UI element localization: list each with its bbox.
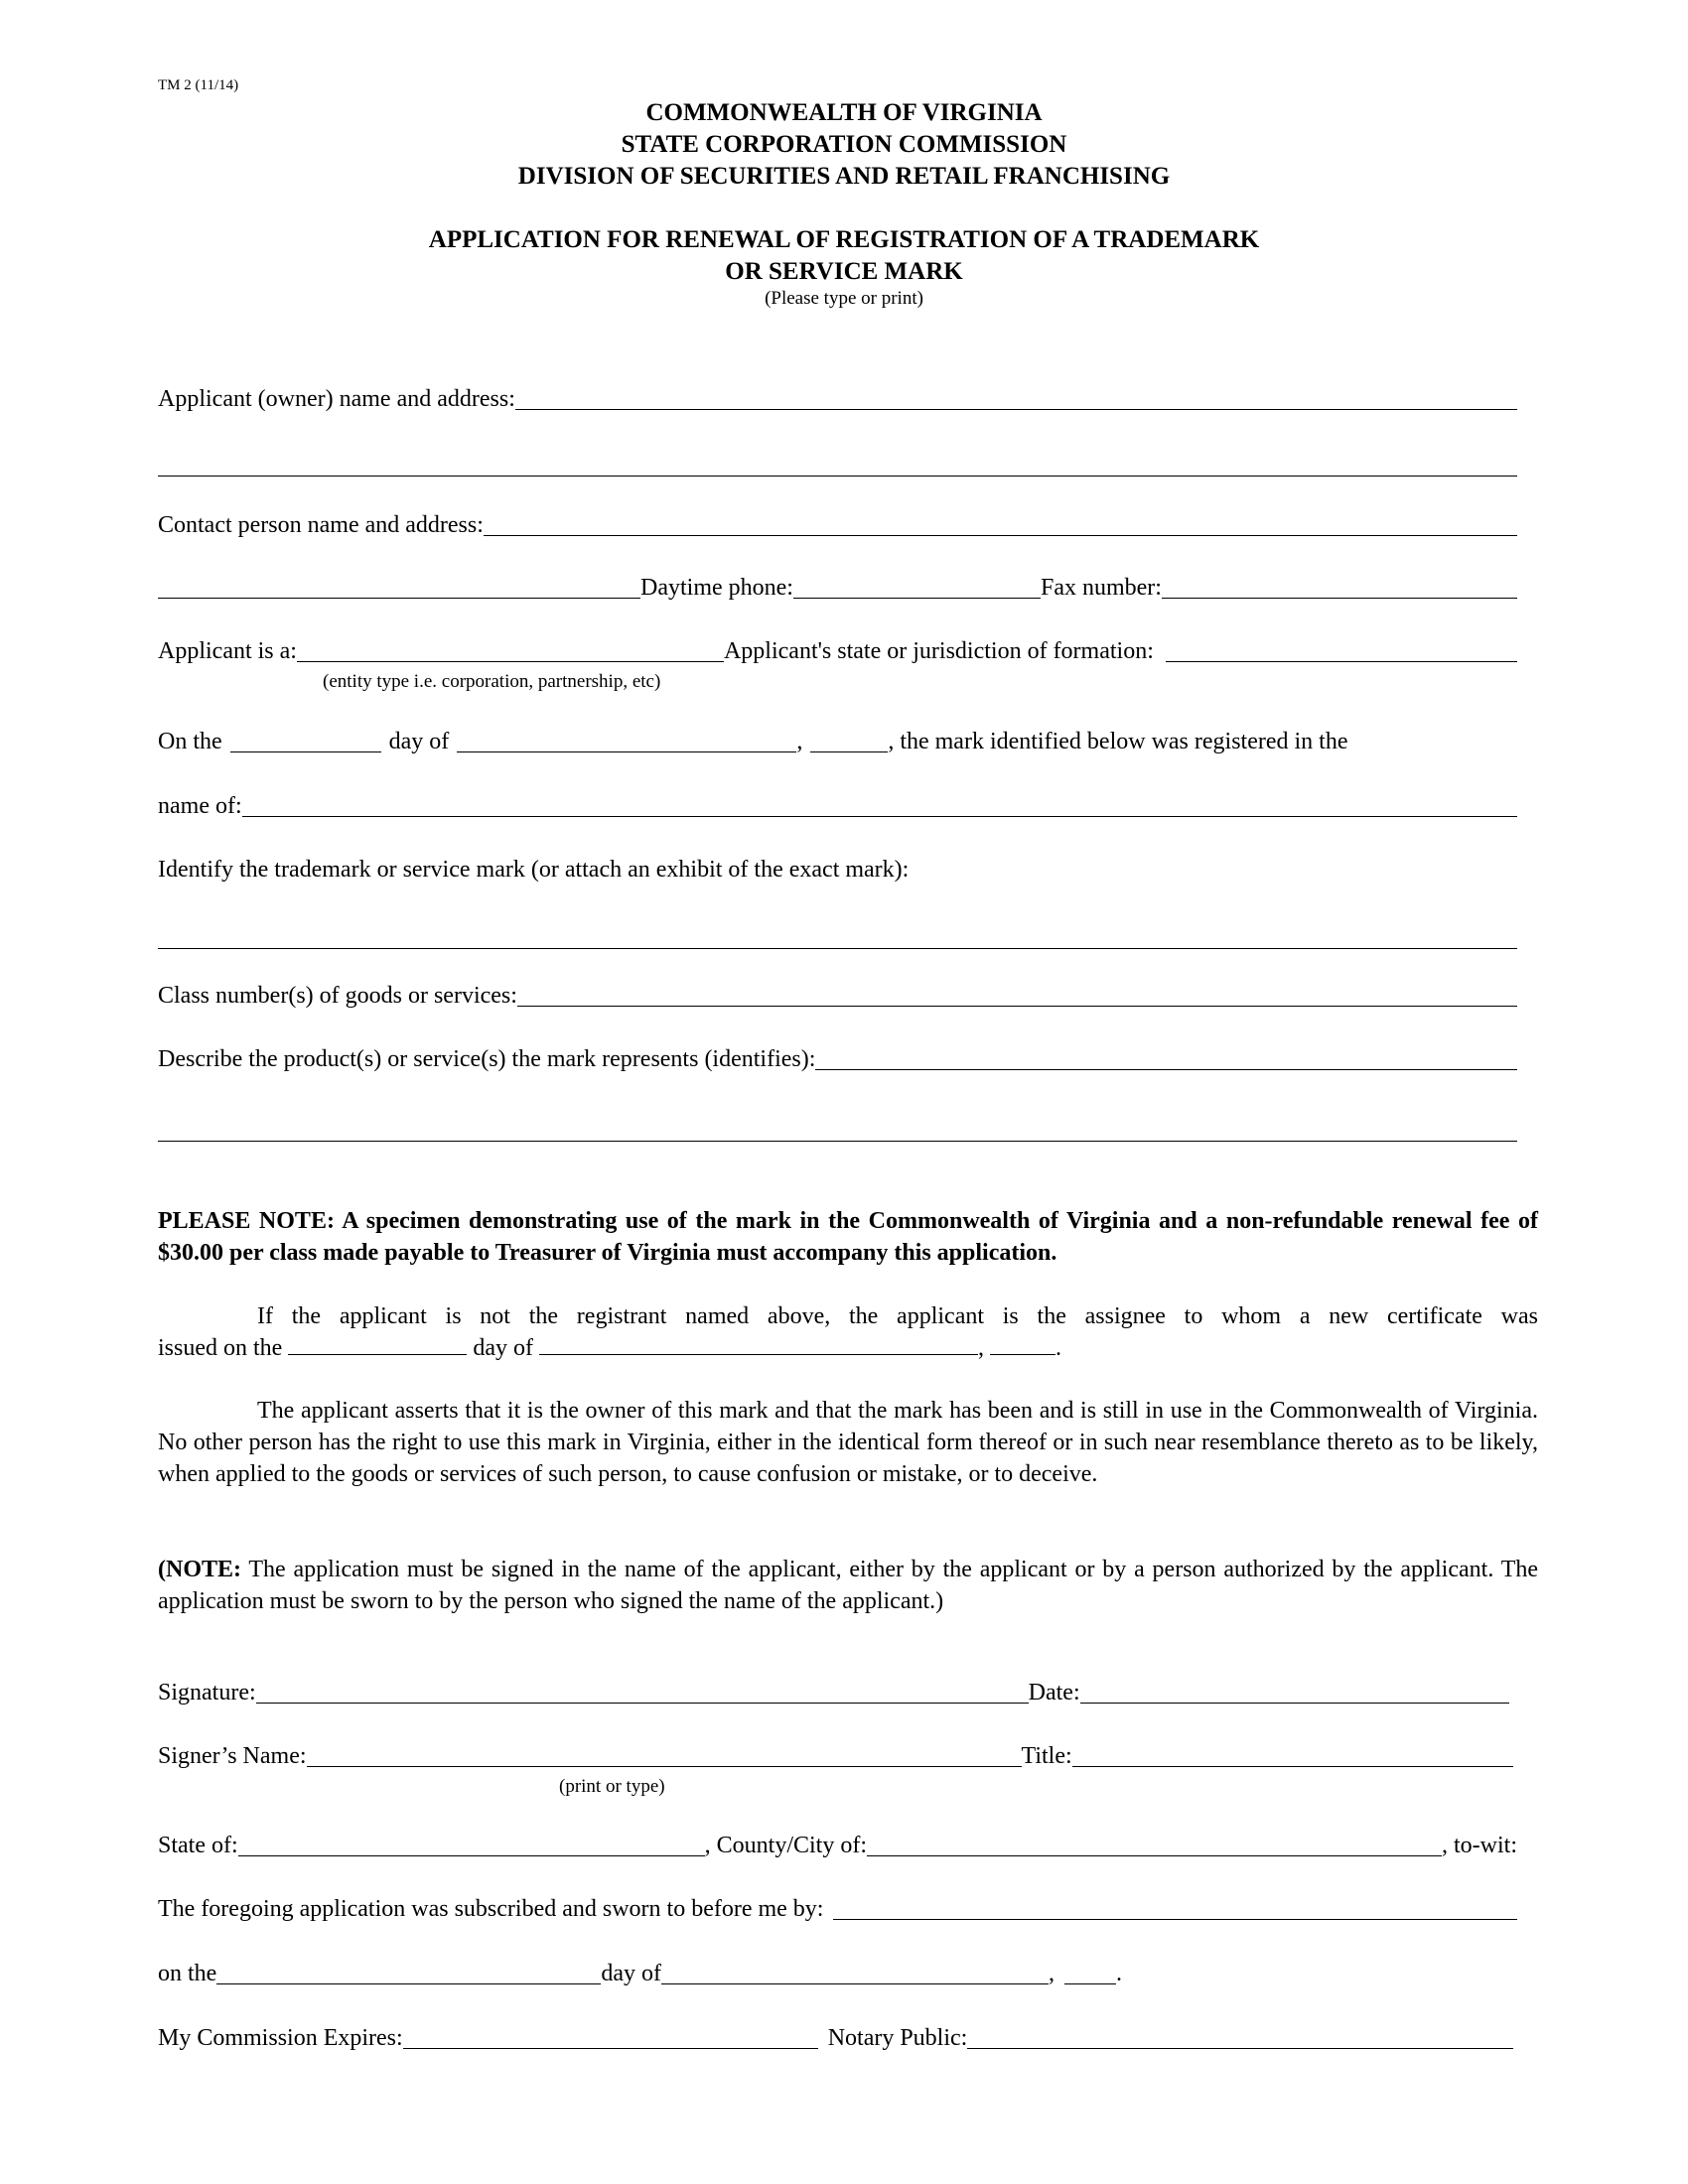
- entity-type-hint: (entity type i.e. corporation, partnership, etc): [323, 671, 661, 692]
- name-of-field[interactable]: [242, 792, 1517, 817]
- applicant-label: Applicant (owner) name and address:: [158, 386, 515, 412]
- signature-row: [158, 1678, 1517, 1707]
- notary-public-label: Notary Public:: [827, 2025, 968, 2051]
- commission-row: [158, 2023, 1517, 2053]
- form-title-line2: OR SERVICE MARK: [725, 258, 963, 285]
- signers-name-field[interactable]: [307, 1742, 1022, 1767]
- subscribed-label: The foregoing application was subscribed and sworn to before me by:: [158, 1896, 824, 1922]
- class-numbers-label: Class number(s) of goods or services:: [158, 983, 517, 1009]
- describe-field-line2[interactable]: [158, 1117, 1517, 1142]
- identify-mark-label: Identify the trademark or service mark (or attach an exhibit of the exact mark):: [158, 857, 910, 883]
- notary-year-field[interactable]: [1064, 1960, 1116, 1984]
- note-label: (NOTE:: [158, 1557, 241, 1582]
- venue-row: [158, 1831, 1517, 1860]
- applicant-field[interactable]: [515, 385, 1517, 410]
- comma: ,: [796, 729, 803, 754]
- assignee-paragraph-line1: [158, 1300, 1538, 1332]
- identify-mark-field[interactable]: [158, 924, 1517, 949]
- describe-row: [158, 1044, 1517, 1074]
- contact-row: [158, 510, 1517, 540]
- assignee-day-field[interactable]: [288, 1332, 467, 1355]
- title-field[interactable]: [1072, 1742, 1513, 1767]
- assignee-year-field[interactable]: [990, 1332, 1055, 1355]
- fax-field[interactable]: [1162, 574, 1517, 599]
- subscribed-by-field[interactable]: [833, 1895, 1517, 1920]
- assignee-month-field[interactable]: [539, 1332, 978, 1355]
- commission-expires-field[interactable]: [403, 2024, 818, 2049]
- notary-on-the-label: on the: [158, 1961, 217, 1986]
- name-of-label: name of:: [158, 793, 242, 819]
- applicant-row: [158, 384, 1517, 414]
- please-note: PLEASE NOTE: A specimen demonstrating use of the mark in the Commonwealth of Virginia and a non-refundable renewal fee of $30.00 per class made payable to Treasurer of Virginia must accompany this application.: [158, 1208, 1538, 1266]
- describe-label: Describe the product(s) or service(s) the mark represents (identifies):: [158, 1046, 816, 1072]
- form-instruction: (Please type or print): [765, 288, 923, 309]
- registration-month-field[interactable]: [457, 728, 796, 752]
- assignee-paragraph-line2: [158, 1332, 1538, 1364]
- applicant-is-a-label: Applicant is a:: [158, 638, 297, 664]
- print-type-hint: (print or type): [559, 1776, 665, 1797]
- form-code: TM 2 (11/14): [158, 77, 239, 93]
- date-label: Date:: [1028, 1680, 1080, 1706]
- assignee-comma: ,: [977, 1335, 984, 1361]
- identify-mark-row: [158, 855, 1517, 885]
- contact-field-line2[interactable]: [158, 574, 640, 599]
- describe-field[interactable]: [815, 1045, 1517, 1070]
- notary-public-field[interactable]: [967, 2024, 1513, 2049]
- subscribed-row: [158, 1894, 1517, 1924]
- county-city-label: , County/City of:: [704, 1833, 868, 1858]
- notary-day-of-label: day of: [601, 1961, 661, 1986]
- state-of-label: State of:: [158, 1833, 238, 1858]
- assertion-paragraph: The applicant asserts that it is the owner of this mark and that the mark has been and is still in use in the Commonwealth of Virginia. No other person has the right to use this mark in Virginia, either in the identical form thereof or in such near resemblance thereto as to be likely, when applied to the goods or services of such person, to cause confusion or mistake, or to deceive.: [158, 1398, 1538, 1487]
- class-numbers-field[interactable]: [517, 982, 1517, 1007]
- phone-row: [158, 573, 1517, 603]
- entity-row: [158, 636, 1517, 666]
- registration-day-field[interactable]: [230, 728, 381, 752]
- day-of-label: day of: [388, 729, 450, 754]
- header-division: DIVISION OF SECURITIES AND RETAIL FRANCHISING: [517, 163, 1171, 190]
- note-paragraph: [158, 1554, 1538, 1617]
- daytime-phone-field[interactable]: [793, 574, 1041, 599]
- daytime-phone-label: Daytime phone:: [640, 575, 793, 601]
- county-city-field[interactable]: [867, 1832, 1442, 1856]
- on-the-label: On the: [158, 729, 222, 754]
- state-formation-label: Applicant's state or jurisdiction of formation:: [723, 638, 1154, 664]
- entity-type-field[interactable]: [297, 637, 724, 662]
- notary-period: .: [1115, 1961, 1122, 1986]
- registration-year-field[interactable]: [810, 728, 888, 752]
- note-text: The application must be signed in the name of the applicant, either by the applicant or by a person authorized by the applicant. The application must be sworn to by the person who signed the name of the applicant.): [158, 1557, 1538, 1614]
- header-commission: STATE CORPORATION COMMISSION: [621, 131, 1067, 158]
- applicant-field-line2[interactable]: [158, 452, 1517, 477]
- commission-expires-label: My Commission Expires:: [158, 2025, 403, 2051]
- notary-month-field[interactable]: [661, 1960, 1049, 1984]
- name-of-row: [158, 791, 1517, 821]
- fax-label: Fax number:: [1040, 575, 1162, 601]
- contact-label: Contact person name and address:: [158, 512, 484, 538]
- notary-day-field[interactable]: [216, 1960, 601, 1984]
- signature-field[interactable]: [256, 1679, 1029, 1704]
- assignee-text-1: If the applicant is not the registrant named above, the applicant is the assignee to whom a new certificate was: [257, 1303, 1538, 1329]
- assignee-period: .: [1055, 1335, 1061, 1361]
- state-formation-field[interactable]: [1166, 637, 1517, 662]
- form-title-line1: APPLICATION FOR RENEWAL OF REGISTRATION OF A TRADEMARK: [428, 226, 1260, 253]
- header-commonwealth: COMMONWEALTH OF VIRGINIA: [645, 99, 1043, 126]
- title-label: Title:: [1021, 1743, 1072, 1769]
- notary-date-row: [158, 1959, 1517, 1988]
- date-field[interactable]: [1080, 1679, 1509, 1704]
- signers-name-label: Signer’s Name:: [158, 1743, 307, 1769]
- to-wit-label: , to-wit:: [1442, 1833, 1517, 1858]
- contact-field[interactable]: [484, 511, 1517, 536]
- registered-suffix: , the mark identified below was registered in the: [888, 729, 1348, 754]
- signer-row: [158, 1741, 1517, 1771]
- class-numbers-row: [158, 981, 1517, 1011]
- state-of-field[interactable]: [238, 1832, 705, 1856]
- signature-label: Signature:: [158, 1680, 256, 1706]
- assignee-day-of-label: day of: [473, 1335, 533, 1361]
- registration-date-row: [158, 727, 1517, 756]
- assignee-issued-label: issued on the: [158, 1335, 283, 1361]
- notary-comma: ,: [1048, 1961, 1055, 1986]
